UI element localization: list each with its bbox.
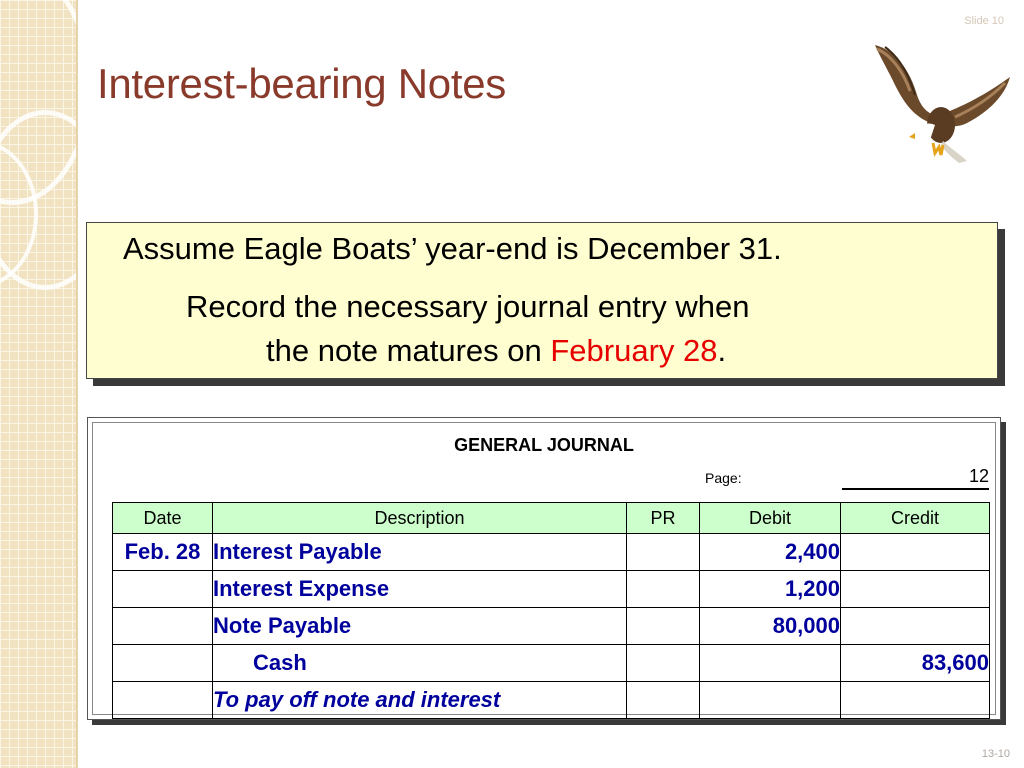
footer-page-number: 13-10 [981,748,1010,760]
page-number: 12 [842,466,989,490]
cell-description: Interest Expense [213,571,627,608]
cell-debit: 80,000 [700,608,841,645]
cell-description: Interest Payable [213,534,627,571]
cell-credit [841,534,990,571]
eagle-illustration [855,25,1015,165]
cell-pr [627,608,700,645]
cell-credit [841,571,990,608]
cell-pr [627,571,700,608]
cell-date [113,645,213,682]
instruction-line-3 [266,333,726,369]
cell-date [113,608,213,645]
maturity-date-highlight: February 28 [550,333,718,368]
general-journal [87,417,1001,720]
table-row [113,682,990,719]
journal-title: GENERAL JOURNAL [454,435,634,455]
table-row [113,608,990,645]
header-date: Date [113,503,213,534]
header-description: Description [213,503,627,534]
cell-description: Cash [213,645,627,682]
cell-description: Note Payable [213,608,627,645]
cell-debit: 1,200 [700,571,841,608]
cell-credit [841,608,990,645]
header-pr: PR [627,503,700,534]
instruction-line-3-text: the note matures on [266,333,551,368]
cell-date: Feb. 28 [113,534,213,571]
journal-table [112,502,990,719]
slide-number: Slide 10 [964,15,1004,27]
instruction-line-2: Record the necessary journal entry when [186,289,750,324]
cell-pr [627,645,700,682]
cell-debit [700,645,841,682]
cell-date [113,571,213,608]
header-credit: Credit [841,503,990,534]
cell-pr [627,682,700,719]
cell-credit [841,682,990,719]
cell-credit: 83,600 [841,645,990,682]
journal-header-row [113,503,990,534]
cell-debit [700,682,841,719]
table-row [113,534,990,571]
page-label: Page: [705,470,742,486]
table-row [113,571,990,608]
cell-debit: 2,400 [700,534,841,571]
instruction-box [86,222,998,379]
table-row [113,645,990,682]
cell-pr [627,534,700,571]
decorative-side-strip [0,0,78,768]
cell-description: To pay off note and interest [213,682,627,719]
instruction-line-3-period: . [717,333,727,368]
journal-frame [92,422,996,715]
header-debit: Debit [700,503,841,534]
cell-date [113,682,213,719]
strip-edge-line [76,0,78,768]
instruction-line-1: Assume Eagle Boats’ year-end is December 31. [123,231,782,266]
slide-title: Interest-bearing Notes [97,60,506,107]
